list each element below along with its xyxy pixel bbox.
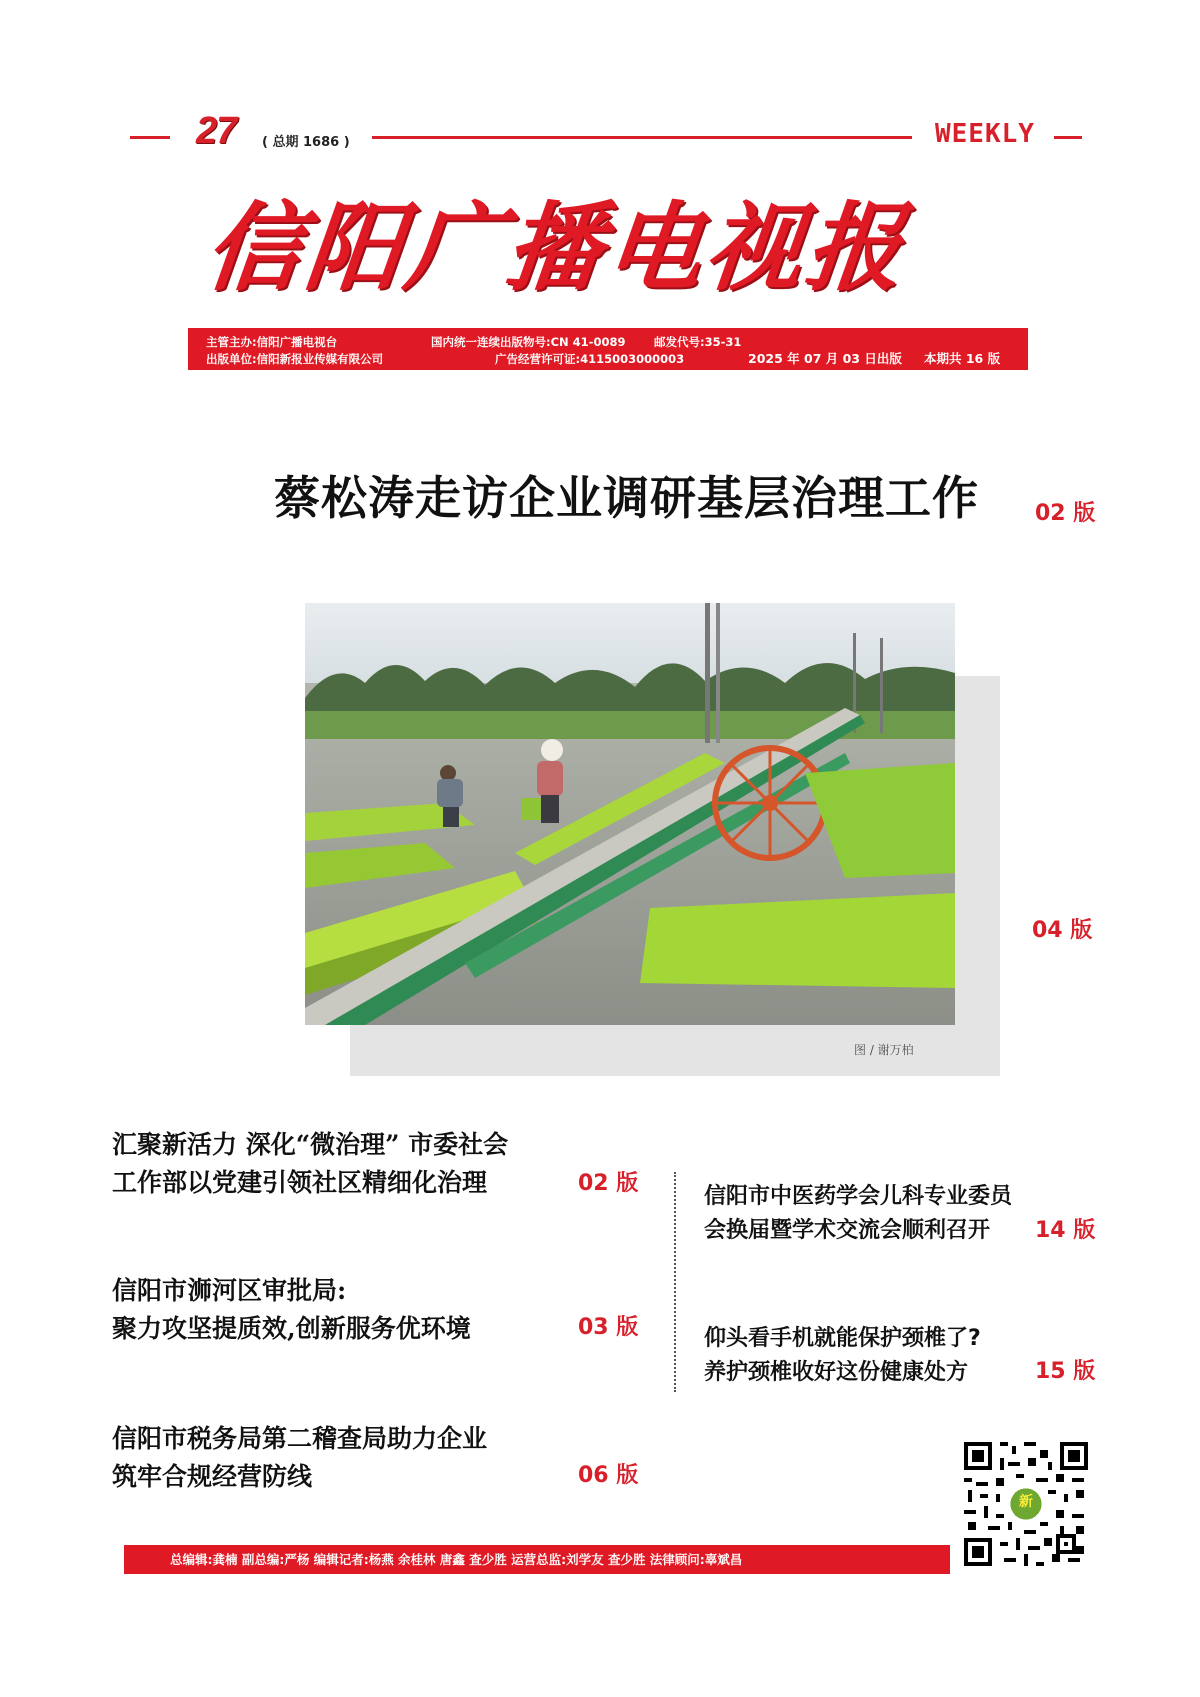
- sponsor-info: 主管主办:信阳广播电视台: [206, 335, 338, 349]
- story-left-3[interactable]: [112, 1420, 487, 1496]
- story-left-1-line1: 汇聚新活力 深化“微治理” 市委社会: [112, 1130, 509, 1159]
- publish-date: 2025 年 07 月 03 日出版: [748, 351, 902, 366]
- story-left-1-page[interactable]: 02 版: [578, 1171, 639, 1196]
- editorial-staff: 总编辑:龚楠 副总编:严杨 编辑记者:杨燕 余桂林 唐鑫 查少胜 运营总监:刘学友 查少胜 法律顾问:辜斌昌: [170, 1552, 743, 1567]
- story-left-3-page[interactable]: 06 版: [578, 1463, 639, 1488]
- cn-number: 国内统一连续出版物号:CN 41-0089: [431, 335, 626, 349]
- qr-code[interactable]: [960, 1438, 1092, 1570]
- publication-info-bar: [188, 328, 1028, 370]
- editorial-staff-bar: [124, 1545, 950, 1574]
- total-issue: ( 总期 1686 ): [262, 135, 350, 150]
- story-left-3-line2: 筑牢合规经营防线: [112, 1462, 313, 1491]
- top-rule-left: [130, 136, 170, 139]
- photo-credit: 图 / 谢万柏: [854, 1043, 914, 1057]
- story-left-2-line2: 聚力攻坚提质效,创新服务优环境: [112, 1314, 471, 1343]
- photo-page[interactable]: 04 版: [1032, 918, 1093, 943]
- story-right-2-line1: 仰头看手机就能保护颈椎了?: [704, 1326, 981, 1351]
- lead-headline[interactable]: 蔡松涛走访企业调研基层治理工作: [274, 471, 979, 525]
- story-left-1-line2: 工作部以党建引领社区精细化治理: [112, 1168, 488, 1197]
- page-count: 本期共 16 版: [924, 351, 1001, 366]
- top-rule-middle: [372, 136, 912, 139]
- story-left-2[interactable]: [112, 1272, 471, 1348]
- story-left-2-page[interactable]: 03 版: [578, 1315, 639, 1340]
- postal-code: 邮发代号:35-31: [654, 335, 742, 349]
- masthead-title: 信阳广播电视报: [200, 192, 912, 304]
- publisher-info: 出版单位:信阳新报业传媒有限公司: [206, 352, 384, 366]
- ad-license: 广告经营许可证:4115003000003: [495, 352, 685, 366]
- story-left-2-line1: 信阳市浉河区审批局:: [112, 1276, 347, 1305]
- cover-photo[interactable]: [305, 603, 955, 1025]
- lead-headline-page[interactable]: 02 版: [1035, 501, 1096, 526]
- story-right-1-line2: 会换届暨学术交流会顺利召开: [704, 1218, 991, 1243]
- story-left-1[interactable]: [112, 1126, 508, 1202]
- rice-seedling-photo: [305, 603, 955, 1025]
- top-rule-right: [1054, 136, 1082, 139]
- weekly-label: WEEKLY: [935, 119, 1035, 149]
- qr-logo-text: 新: [1019, 1494, 1033, 1510]
- column-divider: [674, 1172, 676, 1392]
- story-right-1-line1: 信阳市中医药学会儿科专业委员: [704, 1184, 1013, 1209]
- story-right-2-page[interactable]: 15 版: [1035, 1359, 1096, 1384]
- story-right-2[interactable]: [704, 1322, 981, 1390]
- issue-number: 27: [196, 110, 237, 152]
- story-right-1[interactable]: [704, 1180, 1012, 1248]
- story-right-1-page[interactable]: 14 版: [1035, 1218, 1096, 1243]
- story-left-3-line1: 信阳市税务局第二稽查局助力企业: [112, 1424, 488, 1453]
- story-right-2-line2: 养护颈椎收好这份健康处方: [704, 1360, 969, 1385]
